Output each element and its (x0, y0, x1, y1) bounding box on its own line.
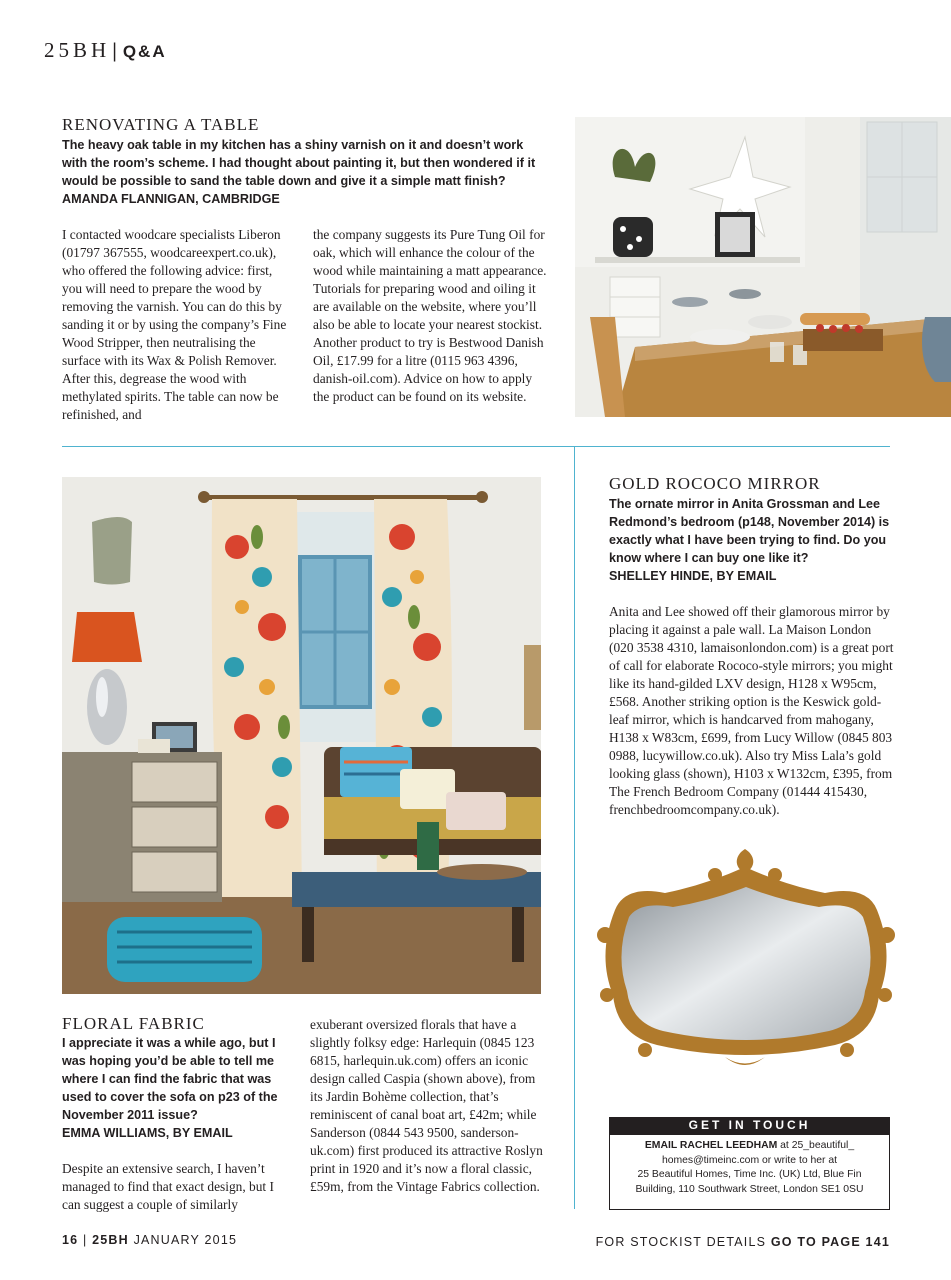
article-heading-mirror: GOLD ROCOCO MIRROR (609, 474, 821, 493)
article-heading-fabric: FLORAL FABRIC (62, 1014, 205, 1033)
brand-logo: 25BH (44, 38, 111, 62)
contact-email-line1: at 25_beautiful_ (777, 1140, 855, 1151)
contact-lead: EMAIL RACHEL LEEDHAM (644, 1140, 778, 1151)
get-in-touch-title: GET IN TOUCH (609, 1117, 890, 1134)
signature-fabric: EMMA WILLIAMS, BY EMAIL (62, 1126, 233, 1140)
stockist-page-link[interactable]: GO TO PAGE 141 (770, 1235, 890, 1249)
signature-mirror: SHELLEY HINDE, BY EMAIL (609, 569, 777, 583)
answer-mirror: Anita and Lee showed off their glamorous mirror by placing it against a pale wall. La Maison London (020 3538 4310, lamaisonlondon.com) is a great port of call for elaborate Rococo-style mirrors; you might like its hand-gilded LXV design, H128 x W95cm, £568. Another striking option is the Keswick gold-leaf mirror, which is handcarved from mahogany, H138 x W83cm, £699, from Lucy Willow (0845 803 0988, lucywillow.co.uk). Also try Miss Lala’s gold looking glass (shown), H103 x W132cm, £395, from The French Bedroom Company (01444 415430, frenchbedroomcompany.co.uk). (609, 604, 894, 817)
section-label: Q&A (122, 42, 167, 61)
question-table: The heavy oak table in my kitchen has a shiny varnish on it and doesn’t work with the room’s scheme. I had thought about painting it, but then wondered if it would be possible to sand the table down and give it a simple matt finish? (62, 138, 536, 188)
contact-address-line2: Building, 110 Southwark Street, London SE1 0SU (635, 1183, 864, 1195)
contact-box (609, 1134, 890, 1210)
page-footer-right (596, 1235, 890, 1249)
answer-table-col2: the company suggests its Pure Tung Oil for oak, which will enhance the colour of the wood while maintaining a matt appearance. Tutorials for preparing wood and oiling it are available on the website, where you’ll also be able to locate your nearest stockist. Another product to try is Bestwood Danish Oil, £17.99 for a litre (0115 963 4396, danish-oil.com). Advice on how to apply the product can be found on its website. (313, 227, 547, 404)
page-footer-left: 16 | 25BH JANUARY 2015 (62, 1233, 238, 1247)
footer-brand: 25BH (92, 1233, 129, 1247)
article-heading-table: RENOVATING A TABLE (62, 115, 260, 134)
stockist-text: FOR STOCKIST DETAILS (595, 1235, 767, 1249)
contact-email-line2: homes@timeinc.com or write to her at (661, 1154, 838, 1166)
kitchen-table-photo (575, 117, 951, 417)
horizontal-rule (62, 446, 890, 447)
answer-table-col1: I contacted woodcare specialists Liberon (01797 367555, woodcareexpert.co.uk), who offered the following advice: first, you will need to prepare the wood by removing the varnish. You can do this by sanding it or by using the company’s Fine Wood Stripper, then neutralising the surface with its Wax & Polish Remover. After this, degrease the wood with methylated spirits. The table can now be refinished, and (62, 227, 287, 422)
question-fabric: I appreciate it was a while ago, but I was hoping you’d be able to tell me where I can find the fabric that was used to cover the sofa on p23 of the November 2011 issue? (62, 1036, 278, 1122)
vertical-rule (574, 446, 575, 1209)
page-number: 16 (62, 1233, 79, 1247)
signature-table: AMANDA FLANNIGAN, CAMBRIDGE (62, 192, 280, 206)
floral-living-room-photo (62, 477, 541, 994)
issue-date: JANUARY 2015 (133, 1233, 238, 1247)
contact-address-line1: 25 Beautiful Homes, Time Inc. (UK) Ltd, Blue Fin (637, 1169, 862, 1180)
magazine-header: 25BH| Q&A (44, 38, 167, 62)
answer-fabric-col1: Despite an extensive search, I haven’t managed to find that exact design, but I can suggest a couple of similarly (62, 1161, 274, 1212)
question-mirror: The ornate mirror in Anita Grossman and Lee Redmond’s bedroom (p148, November 2014) is exactly what I have been trying to find. Do you know where I can buy one like it? (609, 497, 890, 565)
answer-fabric-col2: exuberant oversized florals that have a slightly folksy edge: Harlequin (0845 123 6815, harlequin.uk.com) offers an iconic design called Caspia (shown above), from its Jardin Bohème collection, that’s reminiscent of canal boat art, £42m; while Sanderson (0844 543 9500, sanderson-uk.com) first produced its attractive Roslyn print in 1920 and it’s now a floral classic, £59m, from the Vintage Fabrics collection. (310, 1017, 543, 1194)
gold-rococo-mirror-illustration (585, 845, 907, 1070)
